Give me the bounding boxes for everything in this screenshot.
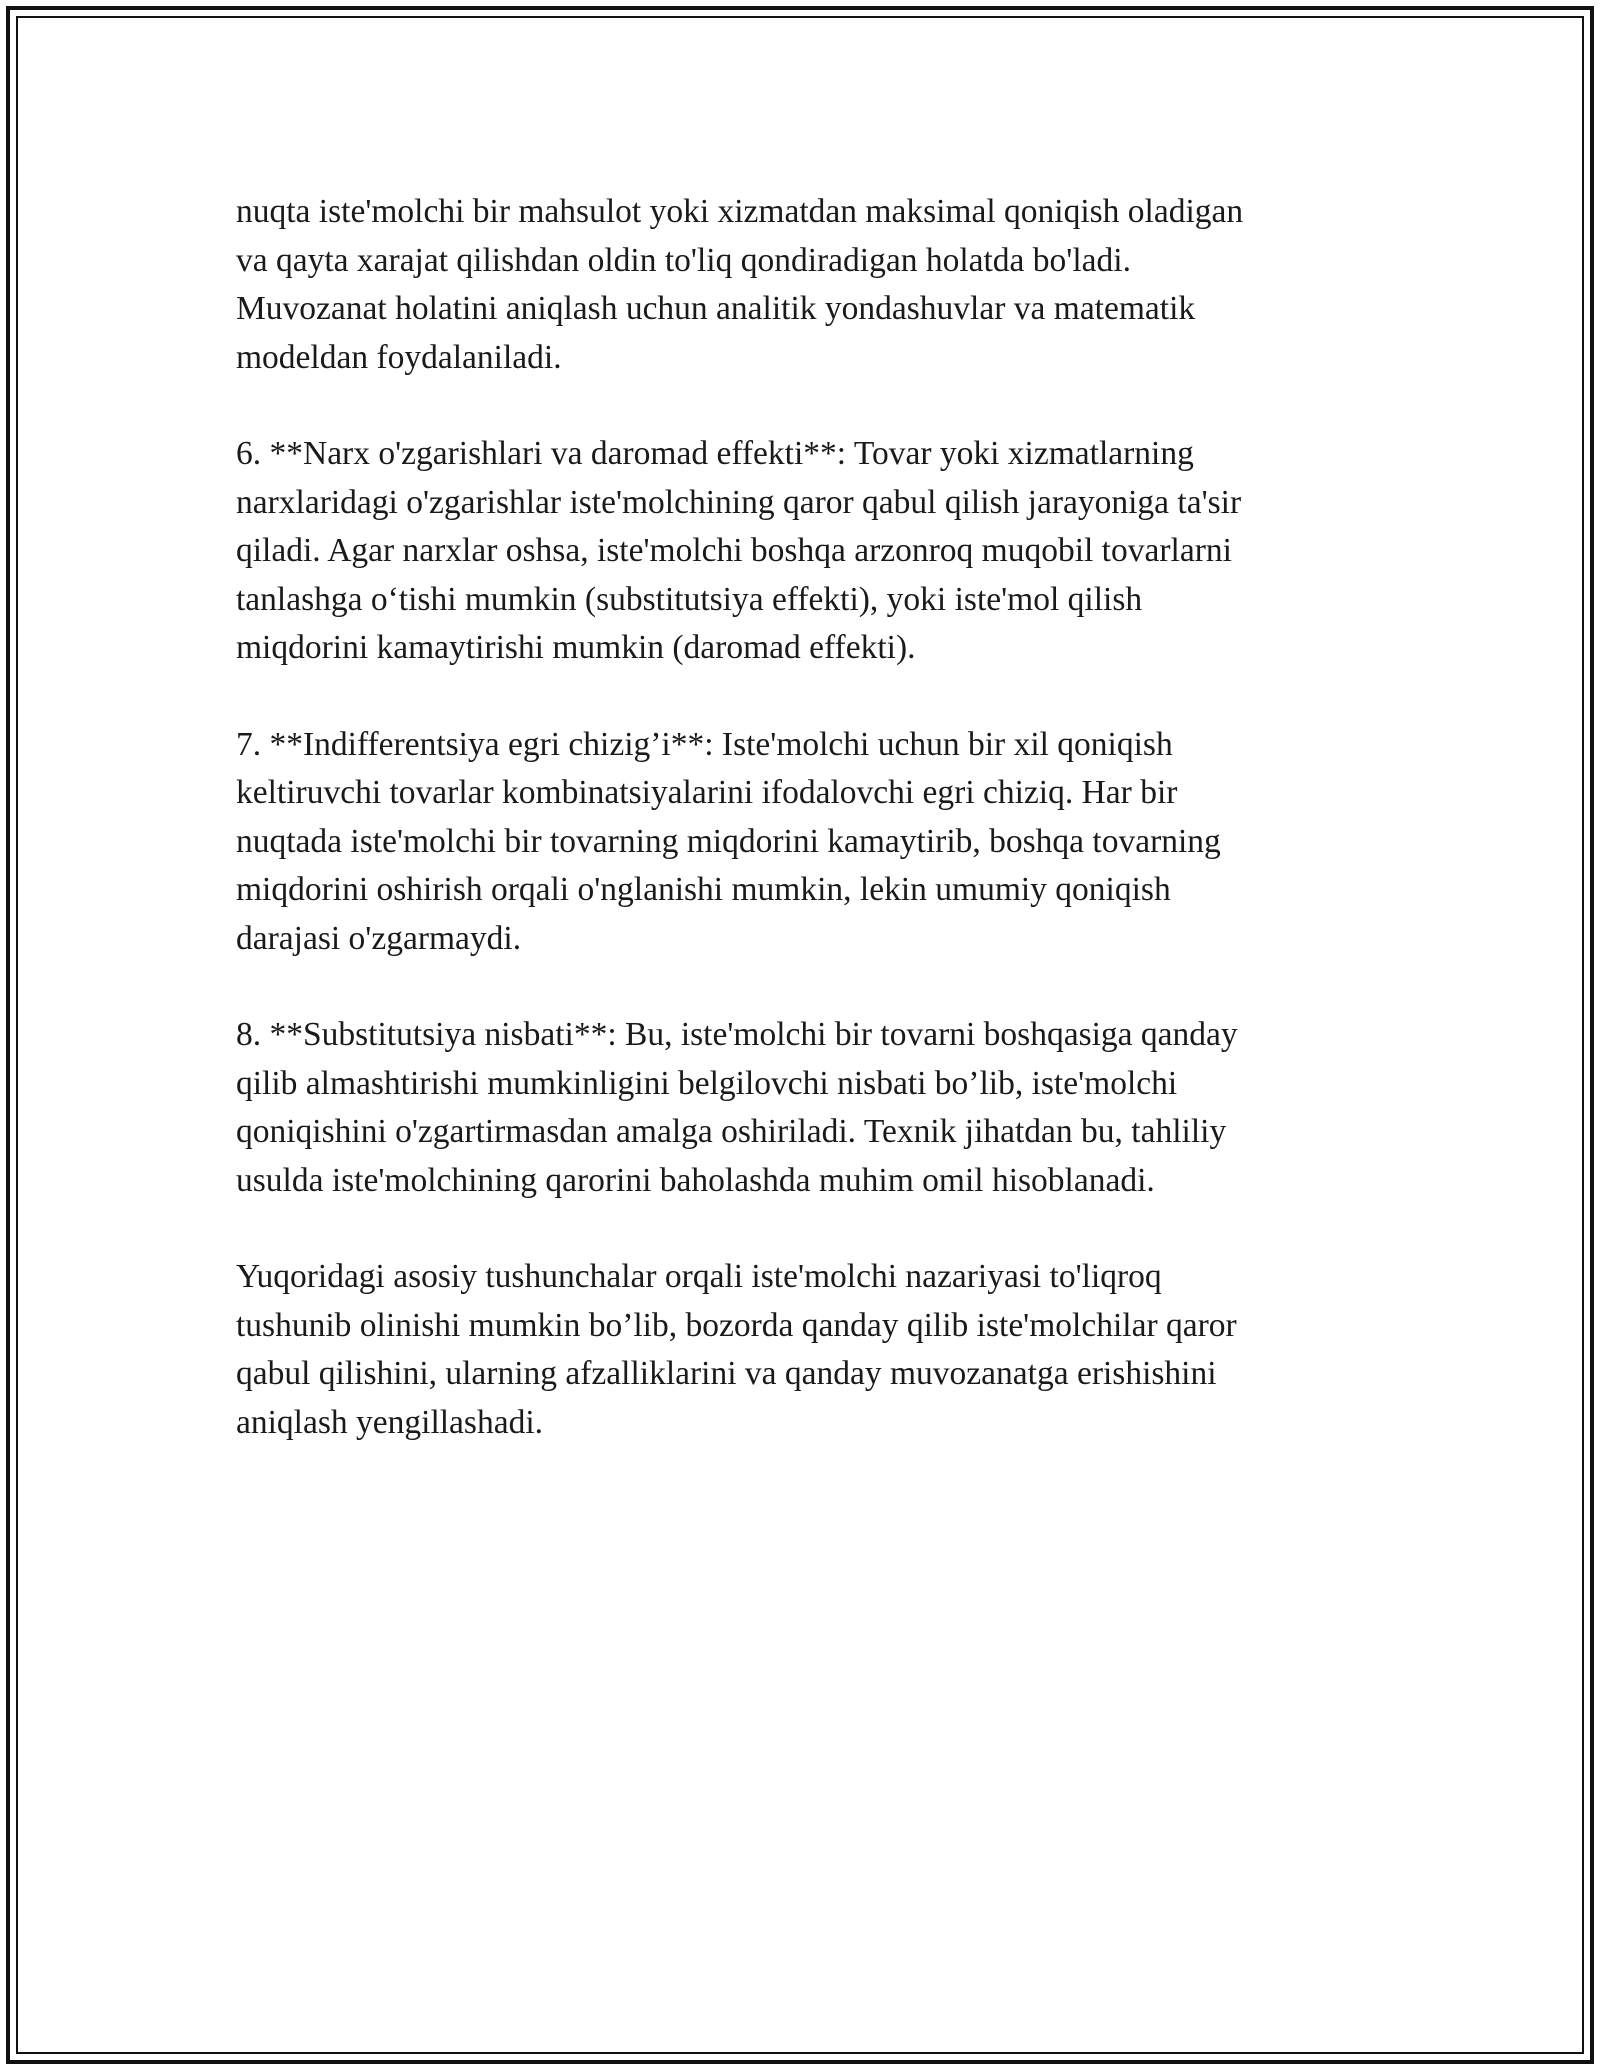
text-line: qabul qilishini, ularning afzalliklarini va qanday muvozanatga erishishini: [236, 1355, 1217, 1392]
text-line: miqdorini kamaytirishi mumkin (daromad effekti).: [236, 629, 916, 666]
text-line: qoniqishini o'zgartirmasdan amalga oshiriladi. Texnik jihatdan bu, tahliliy: [236, 1113, 1227, 1150]
text-line: narxlaridagi o'zgarishlar iste'molchining qaror qabul qilish jarayoniga ta'sir: [236, 483, 1242, 521]
text-line: tushunib olinishi mumkin bo’lib, bozorda qanday qilib iste'molchilar qaror: [236, 1306, 1237, 1344]
text-line: Yuqoridagi asosiy tushunchalar orqali iste'molchi nazariyasi to'liqroq: [236, 1258, 1162, 1295]
text-line: 6. **Narx o'zgarishlari va daromad effekti**: Tovar yoki xizmatlarning: [236, 435, 1194, 472]
text-line: 8. **Substitutsiya nisbati**: Bu, iste'molchi bir tovarni boshqasiga qanday: [236, 1016, 1238, 1053]
text-line: keltiruvchi tovarlar kombinatsiyalarini ifodalovchi egri chiziq. Har bir: [236, 774, 1178, 811]
text-line: va qayta xarajat qilishdan oldin to'liq qondiradigan holatda bo'ladi.: [236, 241, 1131, 279]
text-line: 7. **Indifferentsiya egri chizig’i**: Iste'molchi uchun bir xil qoniqish: [236, 725, 1173, 763]
paragraph-item-7-indifference-curve: [236, 721, 1376, 964]
text-line: qilib almashtirishi mumkinligini belgilovchi nisbati bo’lib, iste'molchi: [236, 1064, 1178, 1102]
text-line: darajasi o'zgarmaydi.: [236, 919, 522, 957]
text-line: aniqlash yengillashadi.: [236, 1403, 544, 1441]
document-body: [236, 188, 1376, 1495]
paragraph-item-6-price-changes: [236, 430, 1376, 673]
text-line: tanlashga o‘tishi mumkin (substitutsiya effekti), yoki iste'mol qilish: [236, 580, 1143, 618]
text-line: miqdorini oshirish orqali o'nglanishi mumkin, lekin umumiy qoniqish: [236, 871, 1171, 908]
text-line: nuqta iste'molchi bir mahsulot yoki xizmatdan maksimal qoniqish oladigan: [236, 193, 1244, 230]
text-line: nuqtada iste'molchi bir tovarning miqdorini kamaytirib, boshqa tovarning: [236, 822, 1221, 860]
paragraph-equilibrium-continuation: [236, 188, 1376, 382]
paragraph-conclusion: [236, 1253, 1376, 1447]
text-line: qiladi. Agar narxlar oshsa, iste'molchi boshqa arzonroq muqobil tovarlarni: [236, 532, 1232, 569]
text-line: usulda iste'molchining qarorini baholashda muhim omil hisoblanadi.: [236, 1161, 1155, 1199]
text-line: Muvozanat holatini aniqlash uchun analitik yondashuvlar va matematik: [236, 290, 1196, 327]
paragraph-item-8-substitution-ratio: [236, 1011, 1376, 1205]
text-line: modeldan foydalaniladi.: [236, 338, 562, 376]
